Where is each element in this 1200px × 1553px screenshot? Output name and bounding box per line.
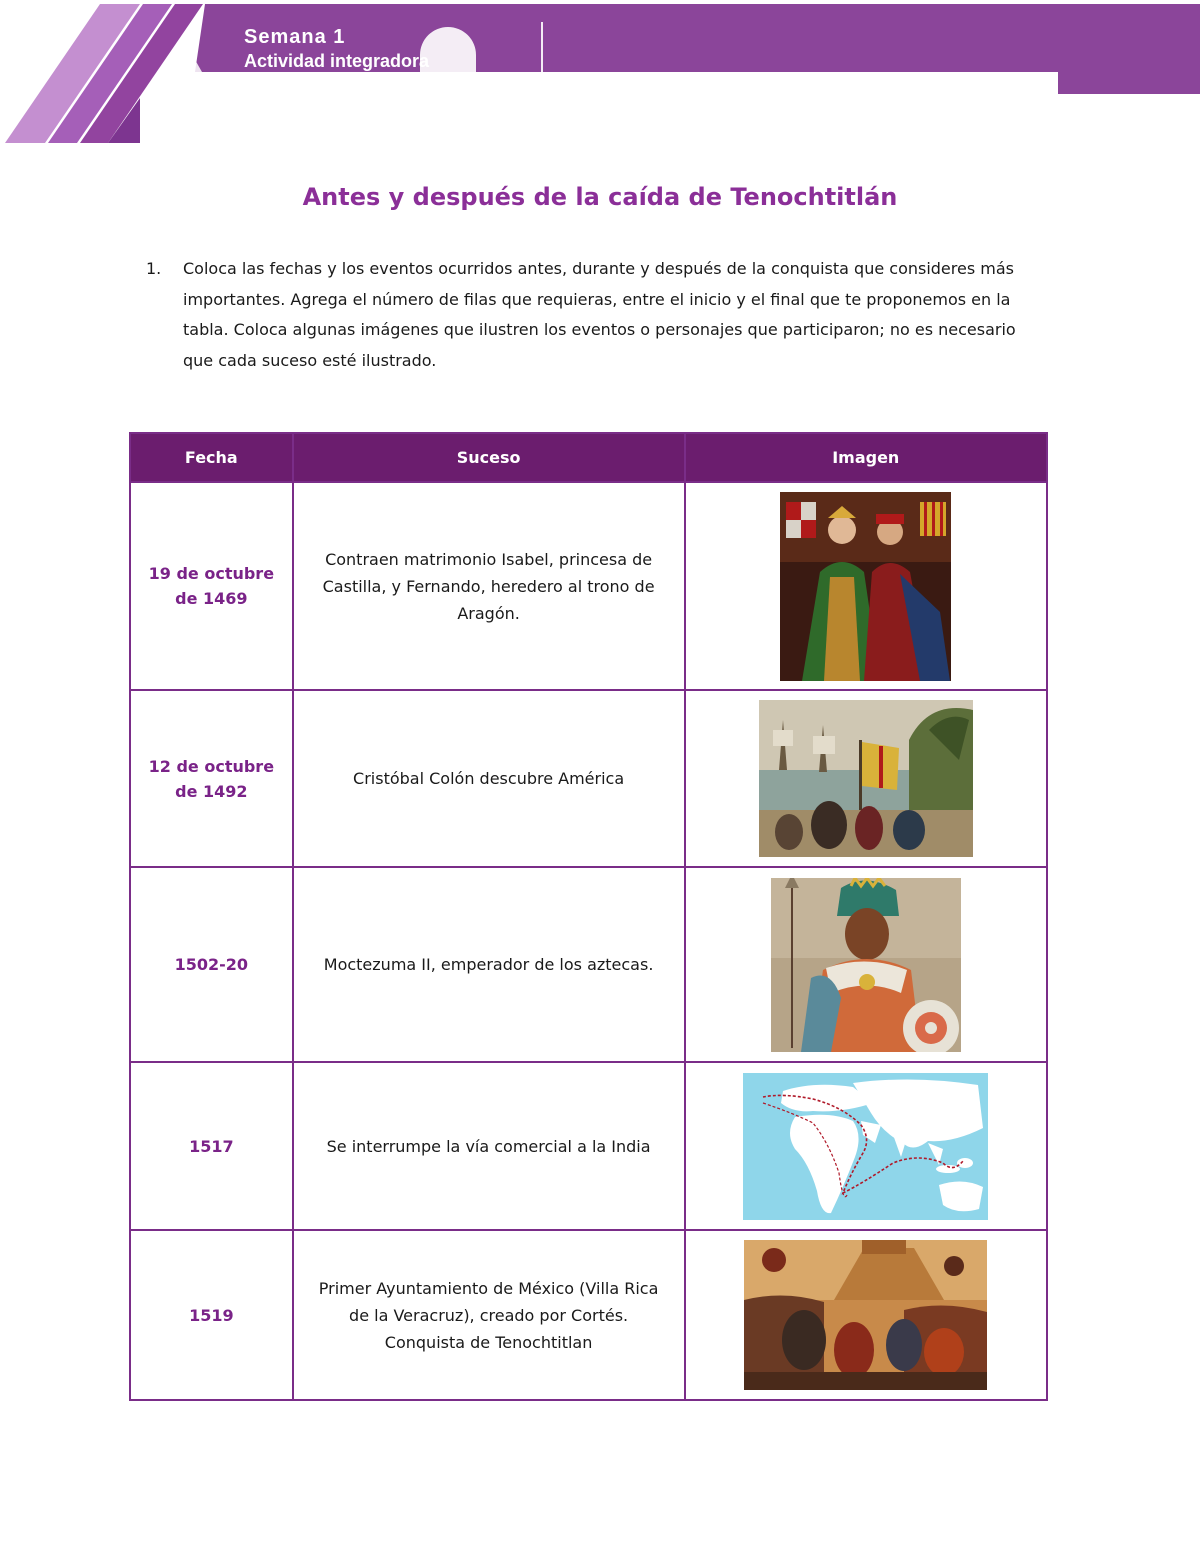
- page-title: Antes y después de la caída de Tenochtitlán: [302, 183, 898, 211]
- moctezuma-portrait: [771, 878, 961, 1052]
- table-row: [130, 482, 1047, 690]
- row-date: 1502-20: [130, 867, 293, 1062]
- row-event: Contraen matrimonio Isabel, princesa de Castilla, y Fernando, heredero al trono de Aragón.: [293, 482, 685, 690]
- header-text: [244, 26, 429, 72]
- row-date: 19 de octubre de 1469: [130, 482, 293, 690]
- conquest-battle-painting: [744, 1240, 987, 1390]
- events-table: [129, 432, 1048, 1401]
- royal-couple-painting: [780, 492, 951, 681]
- header-date: Fecha: [130, 433, 293, 482]
- table-row: [130, 690, 1047, 867]
- activity-label: Actividad integradora: [244, 51, 430, 71]
- week-label: Semana 1: [244, 26, 346, 48]
- row-event: Se interrumpe la vía comercial a la India: [293, 1062, 685, 1230]
- instructions: [146, 254, 1046, 376]
- header-banner: [0, 0, 1200, 150]
- table-row: [130, 1062, 1047, 1230]
- table-row: [130, 1230, 1047, 1400]
- row-image-cell: [685, 1062, 1047, 1230]
- header-event: Suceso: [293, 433, 685, 482]
- row-date: 12 de octubre de 1492: [130, 690, 293, 867]
- row-event: Cristóbal Colón descubre América: [293, 690, 685, 867]
- row-date: 1517: [130, 1062, 293, 1230]
- header-image: Imagen: [685, 433, 1047, 482]
- instruction-text: Coloca las fechas y los eventos ocurridos antes, durante y después de la conquista que consideres más importantes. Agrega el número de filas que requieras, entre el inicio y el final que te proponemos en la tabla. Coloca algunas imágenes que ilustren los eventos o personajes que participaron; no es necesario que cada suceso esté ilustrado.: [183, 259, 1016, 370]
- trade-route-map: [743, 1073, 988, 1220]
- row-image-cell: [685, 867, 1047, 1062]
- table-row: [130, 867, 1047, 1062]
- row-image-cell: [685, 482, 1047, 690]
- columbus-landing-painting: [759, 700, 973, 857]
- row-event: Primer Ayuntamiento de México (Villa Rica de la Veracruz), creado por Cortés. Conquista de Tenochtitlan: [293, 1230, 685, 1400]
- header-graphic: [0, 0, 1200, 150]
- instruction-number: 1.: [146, 259, 162, 278]
- row-date: 1519: [130, 1230, 293, 1400]
- row-image-cell: [685, 1230, 1047, 1400]
- row-event: Moctezuma II, emperador de los aztecas.: [293, 867, 685, 1062]
- table-header-row: [130, 433, 1047, 482]
- row-image-cell: [685, 690, 1047, 867]
